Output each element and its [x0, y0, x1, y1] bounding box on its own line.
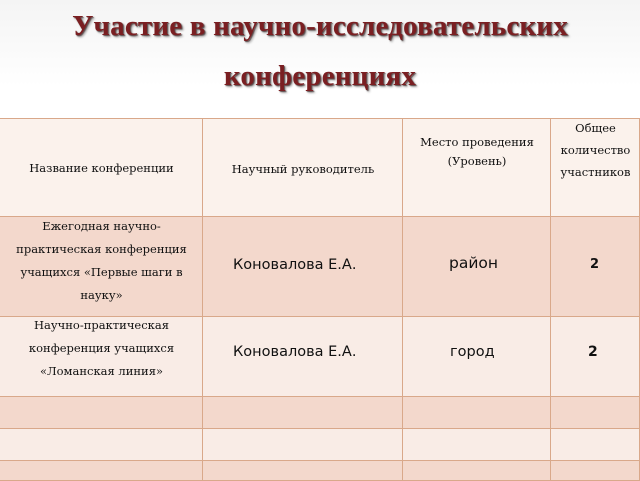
row-1-supervisor: Коновалова Е.А.: [233, 257, 357, 273]
header-total-line2: количество: [560, 143, 631, 157]
header-total-line3: участников: [560, 165, 631, 179]
header-total-cell: [551, 119, 640, 217]
header-supervisor: Научный руководитель: [231, 162, 375, 176]
empty-row-4-cell: [203, 429, 403, 461]
empty-row-3-cell: [551, 397, 640, 429]
empty-row-5-cell: [203, 461, 403, 481]
header-place-line1: Место проведения: [420, 135, 534, 149]
empty-row-5-cell: [403, 461, 551, 481]
table-row-2-name-cell: [0, 317, 203, 397]
empty-row-4-cell: [0, 429, 203, 461]
header-place-cell: [403, 119, 551, 217]
empty-row-4-cell: [551, 429, 640, 461]
table-row-1-supervisor-cell: [203, 217, 403, 317]
header-place-line2: (Уровень): [447, 154, 507, 168]
table-row-2-supervisor-cell: [203, 317, 403, 397]
empty-row-4-cell: [403, 429, 551, 461]
row-2-total: 2: [588, 344, 598, 360]
table-row-2-total-cell: [551, 317, 640, 397]
empty-row-3-cell: [0, 397, 203, 429]
header-name: Название конференции: [29, 161, 174, 175]
header-name-cell: [0, 119, 203, 217]
table-row-2-place-cell: [403, 317, 551, 397]
empty-row-5-cell: [0, 461, 203, 481]
row-2-place: город: [450, 344, 495, 360]
page-title-line-1: Участие в научно-исследовательских: [72, 10, 568, 42]
row-2-supervisor: Коновалова Е.А.: [233, 344, 357, 360]
table-row-1-total-cell: [551, 217, 640, 317]
page-title-line-2: конференциях: [223, 60, 417, 92]
empty-row-5-cell: [551, 461, 640, 481]
row-2-conference-name: Научно-практическая конференция учащихся «Ломанская линия»: [28, 318, 175, 378]
header-supervisor-cell: [203, 119, 403, 217]
row-1-total: 2: [590, 257, 600, 272]
row-1-conference-name: Ежегодная научно-практическая конференция учащихся «Первые шаги в науку»: [16, 219, 187, 302]
table-row-1-place-cell: [403, 217, 551, 317]
header-total-line1: Общее: [575, 121, 616, 135]
row-1-place: район: [449, 254, 499, 272]
empty-row-3-cell: [403, 397, 551, 429]
conference-table: [0, 118, 640, 481]
empty-row-3-cell: [203, 397, 403, 429]
table-row-1-name-cell: [0, 217, 203, 317]
